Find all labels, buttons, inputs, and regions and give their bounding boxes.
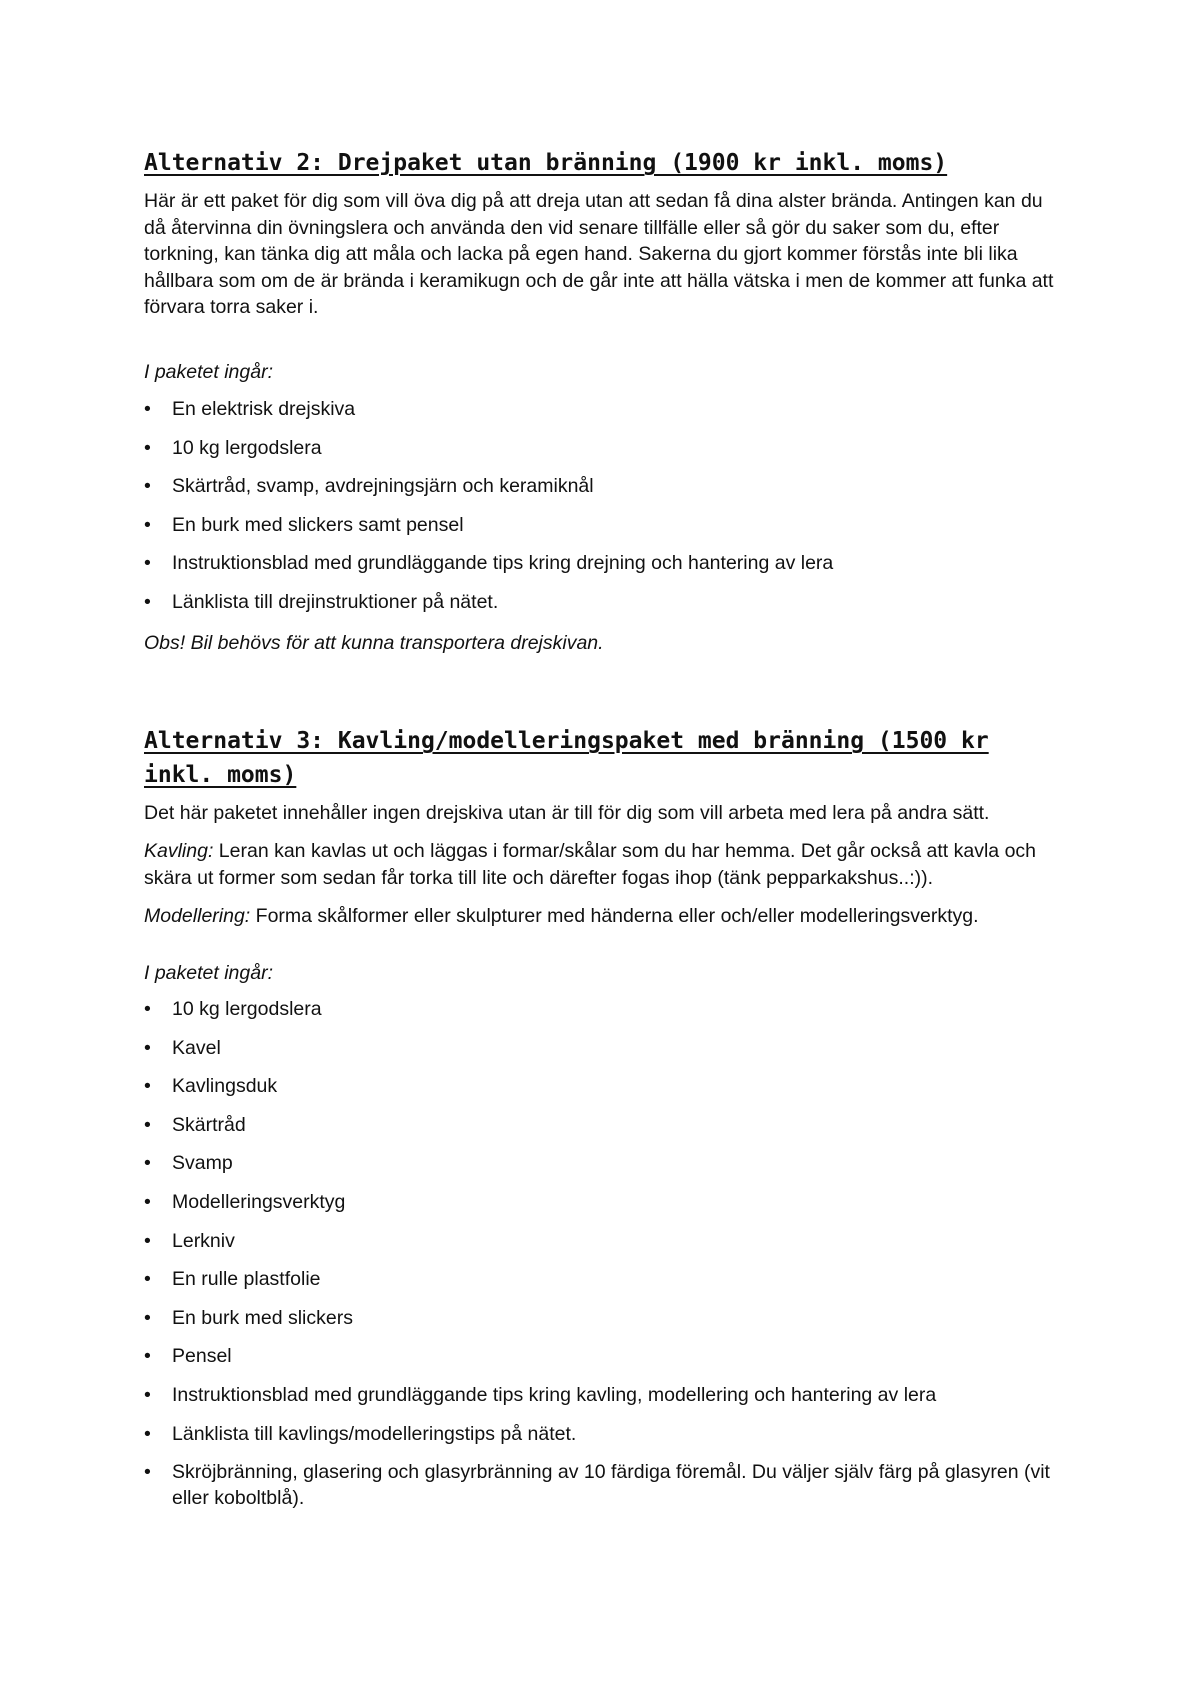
section-3-heading: Alternativ 3: Kavling/modelleringspaket med bränning (1500 kr inkl. moms) — [144, 728, 989, 788]
section-2-item-list — [144, 396, 1064, 628]
list-item: • Pensel — [144, 1343, 1064, 1369]
kavling-text: Leran kan kavlas ut och läggas i formar/skålar som du har hemma. Det går också att kavla och skära ut former som sedan får torka till lite och därefter fogas ihop (tänk pepparkakshus..:)). — [144, 840, 1037, 889]
list-item: • Länklista till kavlings/modelleringstips på nätet. — [144, 1421, 1064, 1447]
list-item: • Skärtråd, svamp, avdrejningsjärn och keramiknål — [144, 473, 1064, 499]
list-item: • En elektrisk drejskiva — [144, 396, 1064, 422]
list-item: • Instruktionsblad med grundläggande tips kring drejning och hantering av lera — [144, 550, 1064, 576]
section-3-kavling-paragraph — [144, 838, 1064, 891]
list-item: • 10 kg lergodslera — [144, 996, 1064, 1022]
list-item: • Lerkniv — [144, 1228, 1064, 1254]
kavling-label: Kavling: — [144, 840, 214, 862]
section-2-intro: Här är ett paket för dig som vill öva dig på att dreja utan att sedan få dina alster brända. Antingen kan du då återvinna din övningslera och använda den vid senare tillfälle eller så gör du saker som du, efter torkning, kan tänka dig att måla och lacka på egen hand. Sakerna du gjort kommer förstås inte bli lika hållbara som om de är brända i keramikugn och de går inte att hälla vätska i men de kommer att funka att förvara torra saker i. — [144, 190, 1054, 318]
list-item: • 10 kg lergodslera — [144, 435, 1064, 461]
list-item: • Kavel — [144, 1035, 1064, 1061]
list-item: • En burk med slickers — [144, 1305, 1064, 1331]
list-item: • Instruktionsblad med grundläggande tips kring kavling, modellering och hantering av lera — [144, 1382, 1064, 1408]
section-2-included-label: I paketet ingår: — [144, 361, 273, 383]
section-3-modellering-paragraph — [144, 903, 1064, 930]
list-item: • Skärtråd — [144, 1112, 1064, 1138]
modellering-text: Forma skålformer eller skulpturer med händerna eller och/eller modelleringsverktyg. — [250, 905, 979, 927]
list-item: • Länklista till drejinstruktioner på nätet. — [144, 589, 1064, 615]
section-2-note: Obs! Bil behövs för att kunna transportera drejskivan. — [144, 632, 604, 654]
list-item: • En burk med slickers samt pensel — [144, 512, 1064, 538]
list-item: • Skröjbränning, glasering och glasyrbränning av 10 färdiga föremål. Du väljer själv färg på glasyren (vit eller koboltblå). — [144, 1459, 1064, 1511]
list-item: • Svamp — [144, 1150, 1064, 1176]
list-item: • En rulle plastfolie — [144, 1266, 1064, 1292]
section-3-included-label: I paketet ingår: — [144, 962, 273, 984]
list-item: • Modelleringsverktyg — [144, 1189, 1064, 1215]
section-3-intro: Det här paketet innehåller ingen drejskiva utan är till för dig som vill arbeta med lera på andra sätt. — [144, 802, 990, 824]
modellering-label: Modellering: — [144, 905, 251, 927]
list-item: • Kavlingsduk — [144, 1073, 1064, 1099]
section-3-item-list — [144, 996, 1064, 1524]
section-2-heading: Alternativ 2: Drejpaket utan bränning (1900 kr inkl. moms) — [144, 150, 948, 176]
